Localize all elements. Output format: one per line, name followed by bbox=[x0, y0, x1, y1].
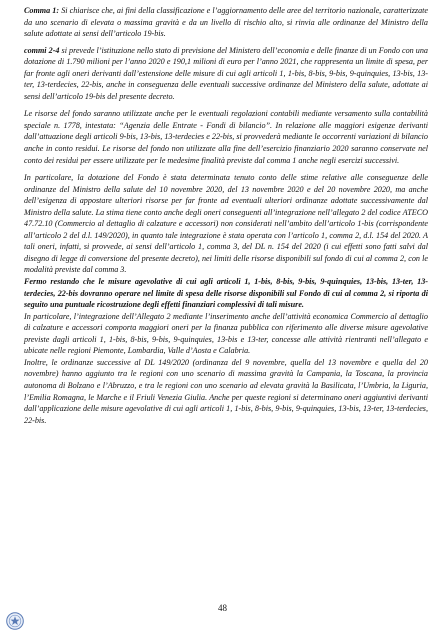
paragraph-text: In particolare, la dotazione del Fondo è stata determinata tenuto conto delle stime relative alle conseguenze delle ordinanze del Ministro della salute del 10 novembre 2020, del 13 novembre 2020 e del 20 novembre 2020, ma anche dell’esigenza di appostare ulteriori risorse per far fronte ad eventuali ulteriori ordinanze adottate successivamente dal Ministro della salute. La stima tiene conto anche degli oneri conseguenti all’integrazione nell’allegato 2 del codice ATECO 47.72.10 (Commercio al dettaglio di calzature e accessori) non considerati nell’ambito dell’articolo 1-bis (corrispondente all’articolo 2 del d.l. 149/2020), in quanto tale integrazione è stata operata con l’articolo 1, comma 2, d.l. 154 del 2020. A tali oneri, infatti, si provvede, ai sensi dell’articolo 1, comma 3, del DL n. 154 del 2020 (i cui effetti sono fatti salvi dal disegno di legge di conversione del presente decreto), nei limiti delle risorse disponibili sul fondo di cui al comma 2, con le modalità previste dal comma 3. bbox=[24, 173, 428, 275]
paragraph-text: Le risorse del fondo saranno utilizzate anche per le eventuali regolazioni contabili mediante versamento sulla contabilità speciale n. 1778, intestata: “Agenzia delle Entrate - Fondi di bilancio”. In relazione alle maggiori esigenze derivanti dall’attuazione degli articoli 9-bis, 13-bis, 13-terdecies e 22-bis, si provvederà mediante le occorrenti variazioni di bilancio anche in conto residui. Le risorse del fondo non utilizzate alla fine dell’esercizio finanziario 2020 saranno conservate nel conto dei residui per essere utilizzate per le medesime finalità previste dal comma 1 anche negli esercizi successivi. bbox=[24, 109, 428, 165]
paragraph-fund-allocation bbox=[24, 172, 428, 276]
paragraph-allegato-2 bbox=[24, 311, 428, 357]
paragraph-fund-resources bbox=[24, 108, 428, 166]
paragraph-text: Si chiarisce che, ai fini della classificazione e l’aggiornamento delle aree del territorio nazionale, caratterizzate da uno scenario di elevata o massima gravità e da un livello di rischio alto, si rinvia alle ordinanze del Ministro della salute adottate ai sensi dell’articolo 19-bis. bbox=[24, 6, 429, 39]
paragraph-lead: Comma 1: bbox=[24, 6, 60, 15]
paragraph-commi-2-4 bbox=[24, 45, 428, 103]
paragraph-text: Fermo restando che le misure agevolative di cui agli articoli 1, 1-bis, 8-bis, 9-bis, 9-quinquies, 13-bis, 13-ter, 13-terdecies, 22-bis dovranno operare nel limite di spesa delle risorse disponibili sul Fondo di cui al comma 2, si riporta di seguito una puntuale ricostruzione degli effetti finanziari complessivi di tali misure. bbox=[24, 277, 428, 310]
paragraph-text: si prevede l’istituzione nello stato di previsione del Ministero dell’economia e delle finanze di un Fondo con una dotazione di 1.790 milioni per l’anno 2020 e 190,1 milioni di euro per l’anno 2021, che rappresenta un limite di spesa, per far fronte agli oneri derivanti dall’estensione delle misure di cui agli articoli 1, 1-bis, 8-bis, 9-bis, 9-quinquies, 13-bis, 13-ter, 13-terdecies, 22-bis, anche in conseguenza delle eventuali successive ordinanze del Ministero della salute, adottate ai sensi dell’articolo 19-bis del presente decreto. bbox=[24, 45, 428, 101]
paragraph-subsequent-ordinances bbox=[24, 357, 428, 426]
paragraph-lead: commi 2-4 bbox=[24, 45, 60, 55]
document-body bbox=[24, 5, 428, 426]
page-number: 48 bbox=[218, 603, 227, 613]
republic-seal-icon bbox=[6, 612, 24, 630]
paragraph-text: In particolare, l’integrazione dell’Allegato 2 mediante l’inserimento anche dell’attività economica Commercio al dettaglio di calzature e accessori comporta maggiori oneri per la finanza pubblica con riferimento alle diverse misure agevolative previste dagli articoli 1, 1-bis, 8-bis, 9-bis, 9-quinquies, 13-bis e 13-ter, concesse alle attività rientranti nell’allegato e ubicate nelle regioni Piemonte, Lombardia, Valle d’Aosta e Calabria. bbox=[24, 311, 428, 356]
paragraph-comma-1 bbox=[24, 5, 428, 40]
paragraph-text: Inoltre, le ordinanze successive al DL 149/2020 (ordinanza del 9 novembre, quella del 13 novembre e quella del 20 novembre) hanno aggiunto tra le regioni con uno scenario di massima gravità la Campania, la Toscana, la provincia autonoma di Bolzano e l’Abruzzo, e tra le regioni con uno scenario ad elevata gravità la Basilicata, l’Umbria, la Liguria, l’Emilia Romagna, le Marche e il Friuli Venezia Giulia. Anche per queste regioni si determinano oneri aggiuntivi derivanti dall’applicazione delle misure agevolative di cui agli articoli 1, 1-bis, 8-bis, 9-bis, 9-quinquies, 13-bis, 13-ter, 13-terdecies, 22-bis. bbox=[24, 357, 428, 425]
paragraph-bold-summary bbox=[24, 276, 428, 311]
